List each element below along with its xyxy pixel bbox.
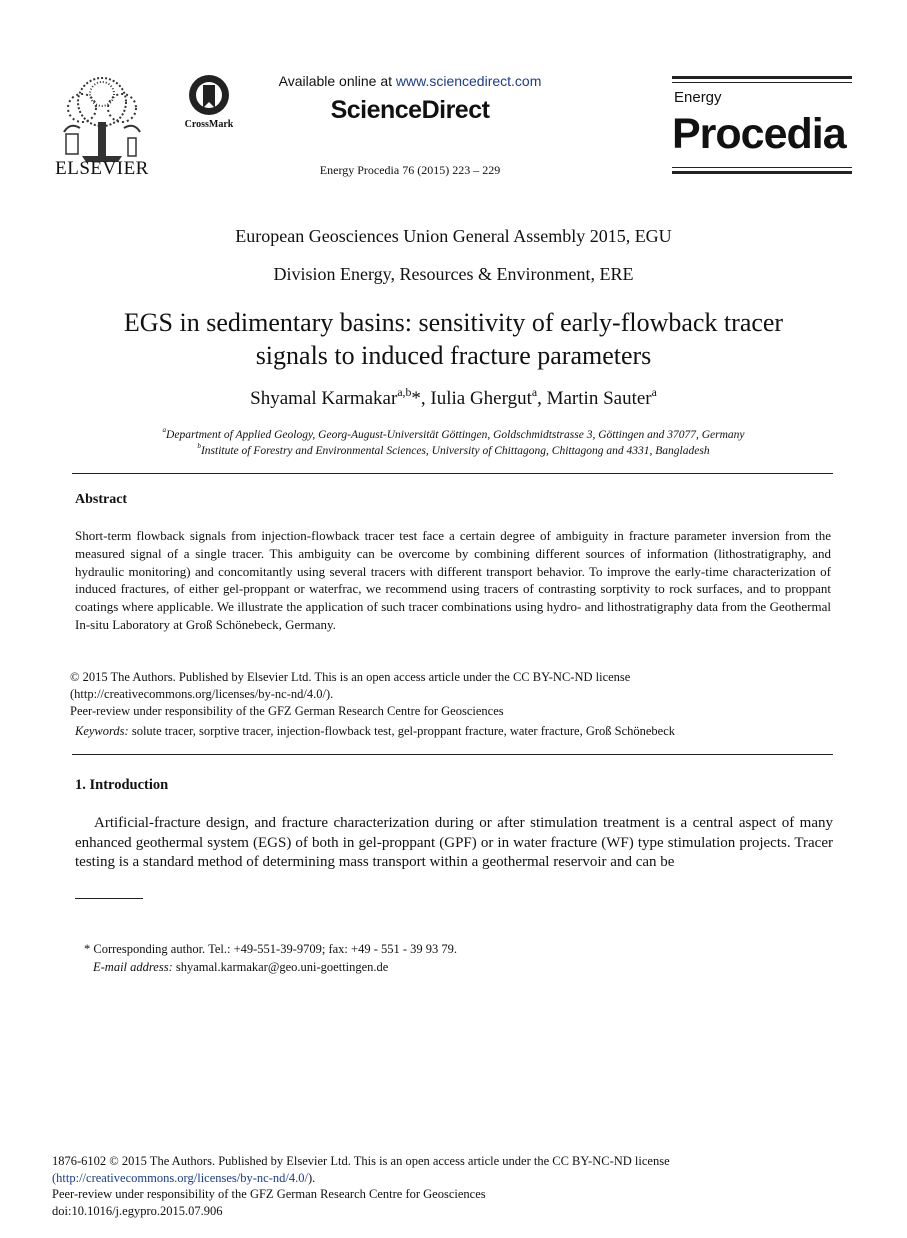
email-line <box>84 959 784 977</box>
author-affiliation-mark: a <box>531 385 538 399</box>
affiliation-text: Institute of Forestry and Environmental Sciences, University of Chittagong, Chittagong and 4331, Bangladesh <box>200 445 710 457</box>
crossmark-icon <box>184 74 234 116</box>
affiliation-item <box>0 427 907 443</box>
affiliation-list <box>0 427 907 459</box>
available-online-line <box>240 73 580 89</box>
email-label: E-mail address: <box>93 959 173 974</box>
journal-name-big: Procedia <box>672 110 846 158</box>
elsevier-logo <box>52 72 152 180</box>
introduction-body: Artificial-fracture design, and fracture characterization during or after stimulation treatment is a central aspect of many enhanced geothermal system (EGS) of both in gel-proppant (GPF) or in water fracture (WF) type stimulation projects. Tracer testing is a standard method of determining mass transport within a geothermal reservoir and can be <box>75 815 833 870</box>
conference-line-2: Division Energy, Resources & Environment, ERE <box>273 264 634 284</box>
sciencedirect-url-link[interactable]: www.sciencedirect.com <box>395 73 542 89</box>
footer-peer-review: Peer-review under responsibility of the GFZ German Research Centre for Geosciences <box>52 1187 486 1201</box>
procedia-rule-bottom2 <box>672 171 852 174</box>
crossmark-logo[interactable] <box>178 74 242 134</box>
footer-license-link[interactable]: (http://creativecommons.org/licenses/by-nc-nd/4.0/ <box>52 1170 308 1185</box>
sciencedirect-logo: ScienceDirect <box>330 96 490 124</box>
paper-title <box>0 306 907 372</box>
license-link[interactable]: (http://creativecommons.org/licenses/by-nc-nd/4.0/). <box>70 687 334 701</box>
paper-title-line-1: EGS in sedimentary basins: sensitivity of early-flowback tracer <box>123 308 784 337</box>
elsevier-tree-icon <box>52 72 152 164</box>
author-name: Martin Sauter <box>546 388 652 409</box>
footnote-rule <box>75 898 143 899</box>
available-prefix: Available online at <box>278 73 396 89</box>
peer-review-line: Peer-review under responsibility of the GFZ German Research Centre for Geosciences <box>70 704 504 718</box>
author-separator: *, <box>411 388 431 409</box>
crossmark-label: CrossMark <box>184 119 234 130</box>
keywords-label: Keywords: <box>75 724 129 738</box>
author-list <box>0 385 907 410</box>
procedia-rule-top1 <box>672 76 852 79</box>
author-affiliation-mark: a,b <box>397 385 412 399</box>
procedia-rule-top2 <box>672 82 852 83</box>
conference-line-1: European Geosciences Union General Assembly 2015, EGU <box>235 226 672 246</box>
email-address[interactable]: shyamal.karmakar@geo.uni-goettingen.de <box>172 959 389 974</box>
footnote <box>84 941 784 976</box>
copyright-line: © 2015 The Authors. Published by Elsevier Ltd. This is an open access article under the CC BY-NC-ND license <box>70 670 631 684</box>
journal-name-small: Energy <box>674 89 722 106</box>
issn-copyright-line: 1876-6102 © 2015 The Authors. Published by Elsevier Ltd. This is an open access article under the CC BY-NC-ND license <box>52 1154 670 1168</box>
footer-license-end: ). <box>307 1170 316 1185</box>
author-name: Shyamal Karmakar <box>250 388 398 409</box>
abstract-top-rule <box>72 473 833 474</box>
abstract-heading: Abstract <box>75 492 128 507</box>
abstract-body: Short-term flowback signals from injection-flowback tracer test face a certain degree of ambiguity in fracture parameter inversion from the measured signal of a single tracer. This ambiguity can be overcome by combining different sources of information (lithostratigraphy, and hydraulic monitoring) and concomitantly using several tracers with different transport behavior. To improve the early-time characterization of induced fractures, of either gel-proppant or waterfrac, we recommend using tracers of contrasting sorptivity to rock surfaces, and to proppant coatings where applicable. We illustrate the application of such tracer combinations using hydro- and lithostratigraphy data from the Geothermal In-situ Laboratory at Groß Schönebeck, Germany. <box>75 528 831 632</box>
keywords-text: solute tracer, sorptive tracer, injection-flowback test, gel-proppant fracture, water fracture, Groß Schönebeck <box>128 724 676 738</box>
author-separator: , <box>537 388 547 409</box>
journal-citation: Energy Procedia 76 (2015) 223 – 229 <box>319 163 501 177</box>
affiliation-mark: a <box>162 426 167 435</box>
elsevier-wordmark: ELSEVIER <box>55 158 149 179</box>
author-name: Iulia Ghergut <box>430 388 532 409</box>
abstract-bottom-rule <box>72 754 833 755</box>
affiliation-item <box>0 443 907 459</box>
affiliation-mark: b <box>197 442 201 451</box>
paper-title-line-2: signals to induced fracture parameters <box>255 341 652 370</box>
page-footer <box>52 1153 852 1219</box>
doi-line[interactable]: doi:10.1016/j.egypro.2015.07.906 <box>52 1203 223 1218</box>
keywords-line <box>75 724 835 739</box>
affiliation-text: Department of Applied Geology, Georg-August-Universität Göttingen, Goldschmidtstrasse 3, Göttingen and 37077, Germany <box>166 429 745 441</box>
copyright-block <box>70 669 840 720</box>
section-heading-introduction: 1. Introduction <box>75 777 169 793</box>
footer-license-line <box>52 1170 852 1187</box>
procedia-rule-bottom1 <box>672 167 852 168</box>
author-affiliation-mark: a <box>651 385 657 399</box>
corresponding-author-note: * Corresponding author. Tel.: +49-551-39-9709; fax: +49 - 551 - 39 93 79. <box>84 942 458 956</box>
